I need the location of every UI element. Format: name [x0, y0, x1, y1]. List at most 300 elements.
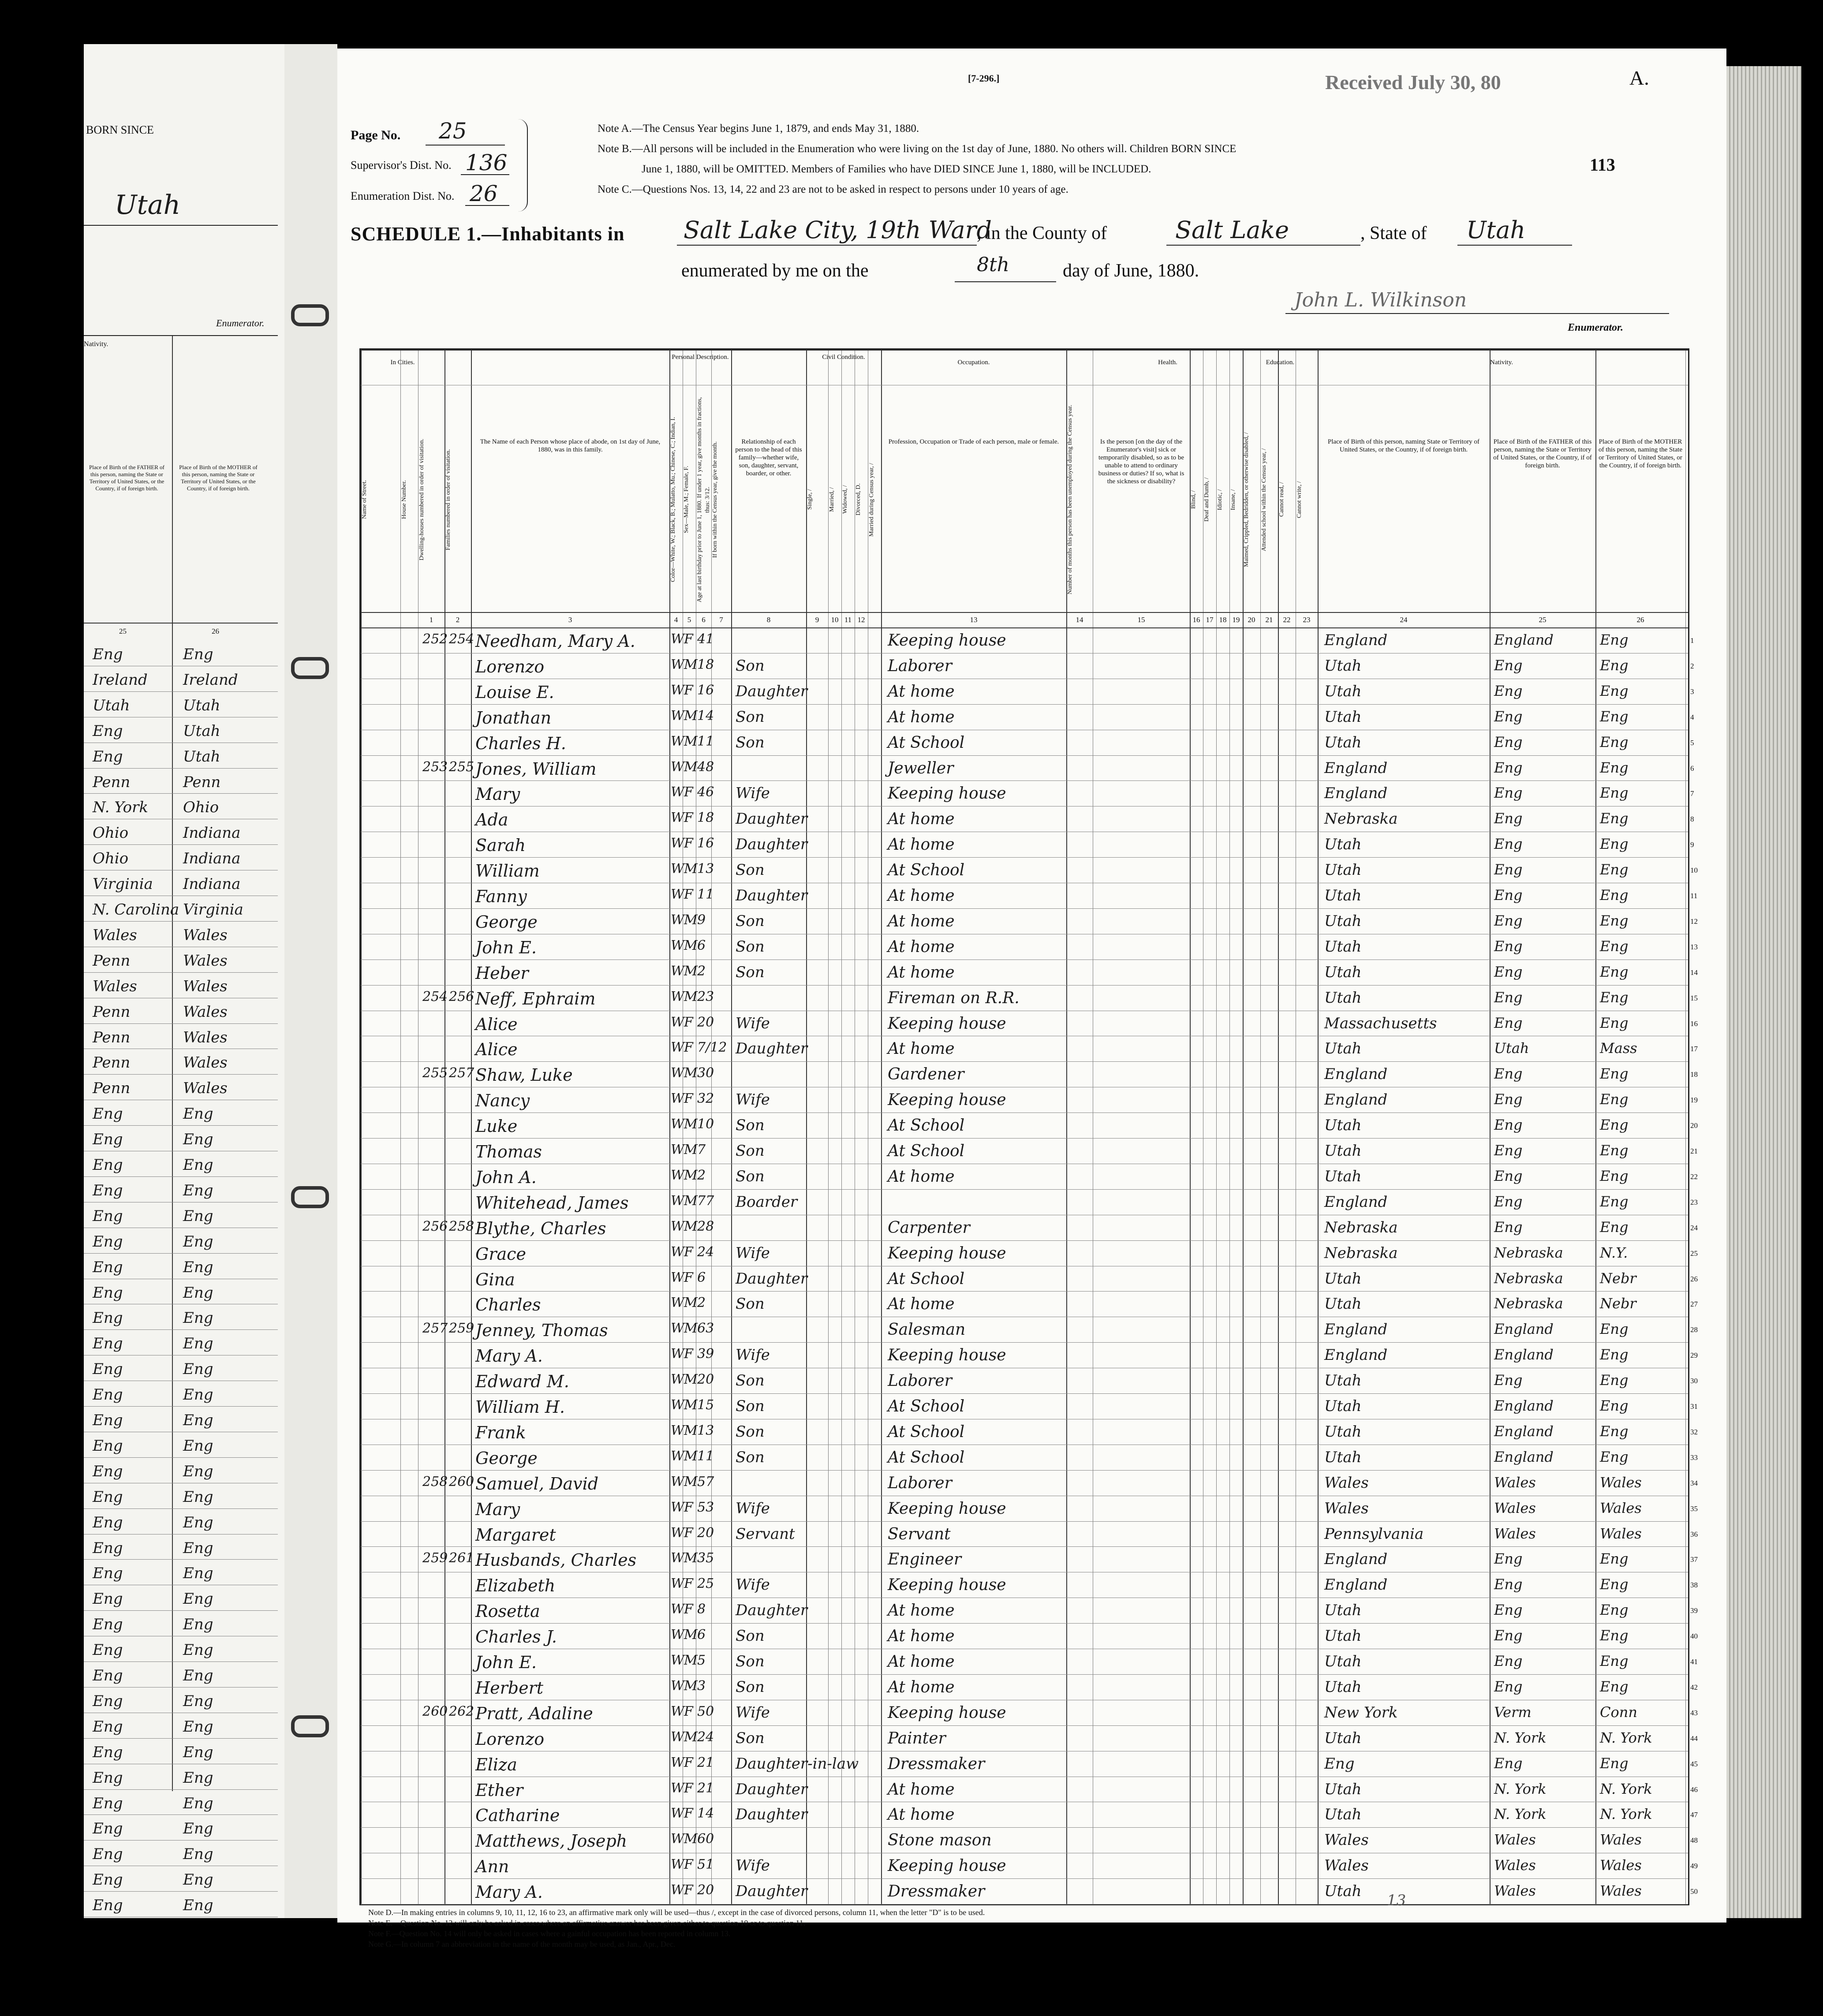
occupation-cell: At home — [888, 1040, 955, 1058]
sex-cell: F — [684, 1244, 693, 1260]
birthplace-cell: Utah — [1324, 989, 1362, 1007]
table-row — [361, 1164, 1685, 1189]
occupation-cell: At home — [888, 1678, 955, 1696]
column-number: 7 — [719, 616, 723, 624]
county-value: Salt Lake — [1175, 216, 1289, 244]
table-row — [361, 1291, 1685, 1317]
color-cell: W — [671, 1550, 684, 1566]
left-row-rule — [84, 1508, 278, 1509]
table-row — [361, 806, 1685, 832]
relationship-cell: Servant — [736, 1525, 795, 1543]
birthplace-cell: England — [1324, 759, 1388, 777]
color-cell: W — [671, 887, 684, 902]
left-enumerator-label: Enumerator. — [216, 317, 265, 329]
column-number: 18 — [1219, 616, 1227, 624]
table-row — [361, 1036, 1685, 1061]
birthplace-cell: Utah — [1324, 1627, 1362, 1645]
column-header: Age at last birthday prior to June 1, 1880. If under 1 year, give months in fractions, thus: 3/12. — [696, 397, 711, 602]
birthplace-cell: Utah — [1324, 1116, 1362, 1135]
row-number: 40 — [1690, 1632, 1698, 1641]
row-number: 44 — [1690, 1734, 1698, 1743]
sex-cell: M — [684, 1448, 698, 1464]
census-page — [337, 49, 1726, 1949]
father-birthplace-cell: Eng — [1494, 759, 1523, 776]
birthplace-cell: Utah — [1324, 1882, 1362, 1900]
column-header: Families numbered in order of visitation. — [445, 449, 452, 550]
schedule-title: SCHEDULE 1.—Inhabitants in — [351, 223, 625, 245]
dwelling-number: 255 — [422, 1065, 448, 1081]
column-number: 23 — [1303, 616, 1311, 624]
color-cell: W — [671, 1602, 684, 1617]
age-cell: 25 — [697, 1576, 714, 1592]
occupation-cell: Painter — [888, 1729, 946, 1747]
color-cell: W — [671, 1576, 684, 1592]
person-name: Louise E. — [475, 682, 554, 702]
person-name: Margaret — [475, 1525, 556, 1545]
table-row — [361, 857, 1685, 883]
left-col25-header: Place of Birth of the FATHER of this person, naming the State or Territory of United States, or the Country, if of foreign birth. — [89, 464, 164, 492]
mother-birthplace-cell: Wales — [1600, 1499, 1642, 1516]
mother-birthplace-cell: Eng — [1600, 1167, 1629, 1184]
occupation-cell: At School — [888, 1397, 965, 1415]
left-father-birthplace: Eng — [93, 1564, 123, 1583]
family-number: 257 — [449, 1065, 474, 1081]
birthplace-cell: England — [1324, 1321, 1388, 1339]
dwelling-number: 260 — [422, 1703, 448, 1719]
birthplace-cell: Utah — [1324, 1167, 1362, 1185]
person-name: Gina — [475, 1269, 515, 1289]
row-number: 46 — [1690, 1785, 1698, 1794]
row-number: 41 — [1690, 1658, 1698, 1666]
sex-cell: M — [684, 657, 698, 672]
birthplace-cell: England — [1324, 1346, 1388, 1364]
relationship-cell: Son — [736, 1167, 765, 1185]
left-mother-birthplace: Penn — [183, 773, 221, 791]
page-no-value: 25 — [439, 118, 467, 144]
color-cell: W — [671, 1014, 684, 1030]
father-birthplace-cell: Eng — [1494, 1550, 1523, 1568]
father-birthplace-cell: Eng — [1494, 1065, 1523, 1083]
column-header: The Name of each Person whose place of abode, on 1st day of June, 1880, was in this family. — [480, 438, 661, 453]
occupation-cell: Dressmaker — [888, 1755, 985, 1773]
enumerator-signature: John L. Wilkinson — [1294, 289, 1467, 311]
table-row — [361, 1061, 1685, 1087]
birthplace-cell: Utah — [1324, 1806, 1362, 1824]
sex-cell: M — [684, 1167, 698, 1183]
father-birthplace-cell: Wales — [1494, 1525, 1536, 1542]
age-cell: 6 — [697, 1627, 706, 1643]
table-row — [361, 934, 1685, 959]
relationship-cell: Son — [736, 912, 765, 930]
age-cell: 13 — [697, 861, 714, 877]
sex-cell: M — [684, 759, 698, 775]
father-birthplace-cell: Wales — [1494, 1882, 1536, 1900]
table-row — [361, 1777, 1685, 1802]
father-birthplace-cell: Eng — [1494, 1142, 1523, 1159]
birthplace-cell: Utah — [1324, 1448, 1362, 1466]
left-father-birthplace: Wales — [93, 977, 137, 995]
person-name: Mary — [475, 1499, 520, 1519]
father-birthplace-cell: N. York — [1494, 1806, 1547, 1823]
left-row-rule — [84, 1176, 278, 1177]
birthplace-cell: Utah — [1324, 963, 1362, 981]
table-row — [361, 780, 1685, 806]
father-birthplace-cell: N. York — [1494, 1729, 1547, 1746]
age-cell: 18 — [697, 810, 714, 826]
family-number: 262 — [449, 1703, 474, 1719]
left-father-birthplace: Eng — [93, 1181, 123, 1199]
sex-cell: M — [684, 937, 698, 953]
age-cell: 63 — [697, 1321, 714, 1337]
row-number: 23 — [1690, 1198, 1698, 1206]
relationship-cell: Wife — [736, 1857, 770, 1875]
relationship-cell: Daughter — [736, 1882, 808, 1900]
row-number: 10 — [1690, 866, 1698, 875]
left-mother-birthplace: Eng — [183, 1232, 213, 1251]
note-b2: June 1, 1880, will be OMITTED. Members of Families who have DIED SINCE June 1, 1880, will be INCLUDED. — [642, 163, 1151, 175]
left-mother-birthplace: Eng — [183, 1845, 213, 1863]
birthplace-cell: Wales — [1324, 1857, 1369, 1875]
left-father-birthplace: Eng — [93, 1845, 123, 1863]
row-number: 5 — [1690, 738, 1694, 747]
birthplace-cell: Utah — [1324, 1678, 1362, 1696]
occupation-cell: Keeping house — [888, 1244, 1006, 1262]
binder-ring — [291, 657, 329, 679]
left-row-rule — [84, 1840, 278, 1841]
table-row — [361, 1546, 1685, 1572]
birthplace-cell: Utah — [1324, 733, 1362, 751]
column-number: 24 — [1400, 616, 1408, 624]
color-cell: W — [671, 1167, 684, 1183]
mother-birthplace-cell: Nebr — [1600, 1269, 1636, 1287]
row-number: 17 — [1690, 1045, 1698, 1053]
row-number: 2 — [1690, 661, 1694, 670]
color-cell: W — [671, 733, 684, 749]
table-row — [361, 1266, 1685, 1292]
left-mother-birthplace: Eng — [183, 1616, 213, 1634]
left-father-birthplace: Eng — [93, 1284, 123, 1302]
sex-cell: M — [684, 912, 698, 928]
left-row-rule — [84, 1023, 278, 1024]
mother-birthplace-cell: Eng — [1600, 1422, 1629, 1440]
color-cell: W — [671, 989, 684, 1004]
age-cell: 7 — [697, 1142, 706, 1157]
color-cell: W — [671, 759, 684, 775]
sex-cell: F — [684, 887, 693, 902]
row-number: 28 — [1690, 1325, 1698, 1334]
table-row — [361, 1878, 1685, 1904]
mother-birthplace-cell: Wales — [1600, 1882, 1642, 1900]
table-row — [361, 730, 1685, 755]
person-name: Charles — [475, 1295, 541, 1315]
relationship-cell: Son — [736, 1422, 765, 1441]
occupation-cell: At home — [888, 682, 955, 701]
mother-birthplace-cell: N. York — [1600, 1729, 1652, 1746]
sex-cell: M — [684, 1193, 698, 1209]
mother-birthplace-cell: Eng — [1600, 1218, 1629, 1236]
left-mother-birthplace: Wales — [183, 1079, 228, 1098]
left-father-birthplace: Eng — [93, 1488, 123, 1506]
column-header: Is the person [on the day of the Enumerator's visit] sick or temporarily disabled, so as to be unable to attend to ordinary business or duties? If so, what is the sickness or disability? — [1098, 438, 1184, 485]
occupation-cell: At home — [888, 887, 955, 905]
left-mother-birthplace: Ohio — [183, 799, 219, 817]
father-birthplace-cell: Eng — [1494, 912, 1523, 929]
mother-birthplace-cell: Eng — [1600, 989, 1629, 1006]
column-number: 17 — [1206, 616, 1214, 624]
father-birthplace-cell: Eng — [1494, 1576, 1523, 1593]
occupation-cell: At home — [888, 1602, 955, 1620]
relationship-cell: Son — [736, 1448, 765, 1466]
relationship-cell: Son — [736, 1678, 765, 1696]
page-stack-edge — [1726, 66, 1801, 1918]
birthplace-cell: Utah — [1324, 861, 1362, 879]
age-cell: 39 — [697, 1346, 714, 1362]
family-number: 258 — [449, 1218, 474, 1234]
table-row — [361, 1011, 1685, 1036]
mother-birthplace-cell: Eng — [1600, 631, 1629, 648]
column-number: 6 — [702, 616, 706, 624]
age-cell: 77 — [697, 1193, 714, 1209]
left-father-birthplace: Eng — [93, 1641, 123, 1659]
birthplace-cell: Utah — [1324, 657, 1362, 675]
mother-birthplace-cell: Eng — [1600, 1091, 1629, 1108]
supervisor-label: Supervisor's Dist. No. — [351, 159, 452, 172]
age-cell: 24 — [697, 1729, 714, 1745]
row-number: 43 — [1690, 1708, 1698, 1717]
person-name: Nancy — [475, 1091, 530, 1111]
birthplace-cell: Utah — [1324, 1372, 1362, 1390]
color-cell: W — [671, 682, 684, 698]
row-number: 36 — [1690, 1530, 1698, 1538]
left-born-since: BORN SINCE — [86, 123, 154, 136]
father-birthplace-cell: Wales — [1494, 1474, 1536, 1491]
mother-birthplace-cell: Eng — [1600, 759, 1629, 776]
birthplace-cell: England — [1324, 1091, 1388, 1109]
mother-birthplace-cell: Eng — [1600, 810, 1629, 827]
binder-ring — [291, 1186, 329, 1208]
row-number: 21 — [1690, 1147, 1698, 1155]
left-row-rule — [84, 1814, 278, 1815]
age-cell: 20 — [697, 1525, 714, 1541]
column-divider — [1685, 350, 1686, 1904]
age-cell: 32 — [697, 1091, 714, 1107]
table-row — [361, 1521, 1685, 1547]
relationship-cell: Daughter — [736, 1780, 808, 1798]
occupation-cell: Laborer — [888, 1474, 952, 1492]
mother-birthplace-cell: Eng — [1600, 937, 1629, 955]
person-name: Needham, Mary A. — [475, 631, 635, 651]
age-cell: 16 — [697, 682, 714, 698]
age-cell: 6 — [697, 937, 706, 953]
person-name: Ada — [475, 810, 508, 830]
group-occupation: Occupation. — [957, 359, 990, 366]
column-number: 2 — [456, 616, 460, 624]
left-father-birthplace: Ohio — [93, 850, 129, 868]
row-number: 8 — [1690, 815, 1694, 824]
left-mother-birthplace: Eng — [183, 1897, 213, 1915]
left-mother-birthplace: Indiana — [183, 875, 241, 893]
sex-cell: F — [684, 1346, 693, 1362]
birthplace-cell: Utah — [1324, 937, 1362, 956]
table-row — [361, 959, 1685, 985]
relationship-cell: Wife — [736, 1703, 770, 1721]
column-header: Relationship of each person to the head of this family—whether wife, son, daughter, servant, boarder, or other. — [735, 438, 802, 477]
father-birthplace-cell: N. York — [1494, 1780, 1547, 1797]
enumeration-value: 26 — [470, 181, 498, 206]
row-number: 22 — [1690, 1172, 1698, 1181]
age-cell: 16 — [697, 836, 714, 851]
left-rule — [84, 225, 278, 226]
left-mother-birthplace: Eng — [183, 1462, 213, 1480]
relationship-cell: Daughter — [736, 887, 808, 904]
left-father-birthplace: Eng — [93, 1616, 123, 1634]
header-rule — [361, 350, 1688, 351]
table-row — [361, 1827, 1685, 1853]
column-header: If born within the Census year, give the month. — [712, 441, 718, 558]
mother-birthplace-cell: Eng — [1600, 1576, 1629, 1593]
table-row — [361, 1700, 1685, 1725]
row-number: 29 — [1690, 1351, 1698, 1360]
mother-birthplace-cell: Wales — [1600, 1474, 1642, 1491]
age-cell: 20 — [697, 1014, 714, 1030]
sex-cell: F — [684, 1602, 693, 1617]
father-birthplace-cell: Verm — [1494, 1703, 1532, 1721]
father-birthplace-cell: Nebraska — [1494, 1269, 1563, 1287]
left-father-birthplace: Eng — [93, 1769, 123, 1787]
left-father-birthplace: Eng — [93, 1743, 123, 1761]
father-birthplace-cell: Eng — [1494, 1372, 1523, 1389]
left-father-birthplace: Penn — [93, 1003, 131, 1021]
left-row-rule — [84, 1559, 278, 1560]
age-cell: 41 — [697, 631, 714, 647]
occupation-cell: Keeping house — [888, 1499, 1006, 1518]
occupation-cell: At School — [888, 1142, 965, 1160]
county-label: , in the County of — [977, 223, 1107, 243]
relationship-cell: Son — [736, 733, 765, 751]
color-cell: W — [671, 1295, 684, 1311]
father-birthplace-cell: Eng — [1494, 1091, 1523, 1108]
occupation-cell: At home — [888, 1780, 955, 1799]
column-number: 26 — [1636, 616, 1644, 624]
color-cell: W — [671, 1321, 684, 1337]
mother-birthplace-cell: Eng — [1600, 733, 1629, 750]
row-number: 3 — [1690, 687, 1694, 696]
left-mother-birthplace: Eng — [183, 1539, 213, 1557]
left-row-rule — [84, 1125, 278, 1126]
left-father-birthplace: Penn — [93, 773, 131, 791]
color-cell: W — [671, 1857, 684, 1873]
occupation-cell: At home — [888, 810, 955, 829]
father-birthplace-cell: Eng — [1494, 733, 1523, 750]
table-row — [361, 883, 1685, 908]
person-name: Grace — [475, 1244, 526, 1264]
table-row — [361, 627, 1685, 653]
left-father-birthplace: Virginia — [93, 875, 153, 893]
color-cell: W — [671, 1525, 684, 1541]
father-birthplace-cell: Nebraska — [1494, 1295, 1563, 1312]
age-cell: 53 — [697, 1499, 714, 1515]
occupation-cell: At home — [888, 912, 955, 930]
person-name: Luke — [475, 1116, 518, 1136]
relationship-cell: Daughter — [736, 1602, 808, 1620]
color-cell: W — [671, 1806, 684, 1822]
column-header: Attended school within the Census year, / — [1261, 448, 1267, 551]
group-civil: Civil Condition. — [822, 354, 865, 361]
color-cell: W — [671, 1091, 684, 1107]
dwelling-number: 256 — [422, 1218, 448, 1234]
person-name: John E. — [475, 1653, 537, 1672]
left-row-rule — [84, 768, 278, 769]
left-father-birthplace: Eng — [93, 1667, 123, 1684]
mother-birthplace-cell: Eng — [1600, 1321, 1629, 1338]
state-label: , State of — [1360, 223, 1427, 243]
column-number: 11 — [844, 616, 852, 624]
birthplace-cell: Utah — [1324, 1142, 1362, 1160]
sex-cell: M — [684, 1065, 698, 1081]
age-cell: 11 — [697, 887, 714, 902]
person-name: Samuel, David — [475, 1474, 599, 1493]
note-a: Note A.—The Census Year begins June 1, 1879, and ends May 31, 1880. — [598, 123, 919, 134]
row-number: 1 — [1690, 636, 1694, 645]
occupation-cell: Keeping house — [888, 784, 1006, 803]
father-birthplace-cell: Eng — [1494, 989, 1523, 1006]
left-father-birthplace: Eng — [93, 1411, 123, 1429]
column-number: 14 — [1076, 616, 1083, 624]
color-cell: W — [671, 1653, 684, 1668]
birthplace-cell: Utah — [1324, 1653, 1362, 1670]
left-row-rule — [84, 793, 278, 794]
enumerated-suffix: day of June, 1880. — [1063, 261, 1199, 281]
color-cell: W — [671, 1703, 684, 1719]
row-number: 12 — [1690, 917, 1698, 926]
occupation-cell: At home — [888, 1806, 955, 1824]
person-name: Rosetta — [475, 1602, 540, 1621]
occupation-cell: Salesman — [888, 1321, 966, 1339]
sex-cell: M — [684, 1321, 698, 1337]
left-father-birthplace: Eng — [93, 1258, 123, 1276]
table-row — [361, 1725, 1685, 1751]
mother-birthplace-cell: Eng — [1600, 1193, 1629, 1210]
occupation-cell: Keeping house — [888, 1576, 1006, 1594]
person-name: Lorenzo — [475, 657, 545, 676]
row-number: 13 — [1690, 942, 1698, 951]
birthplace-cell: Utah — [1324, 1729, 1362, 1747]
left-grid — [84, 335, 278, 1915]
left-row-rule — [84, 1738, 278, 1739]
relationship-cell: Daughter — [736, 682, 808, 700]
column-header: Sex—Male, M.; Female, F. — [683, 466, 690, 534]
mother-birthplace-cell: Eng — [1600, 1448, 1629, 1465]
age-cell: 9 — [697, 912, 706, 928]
occupation-cell: Stone mason — [888, 1831, 992, 1850]
person-name: George — [475, 1448, 538, 1468]
father-birthplace-cell: England — [1494, 1448, 1554, 1465]
left-father-birthplace: Eng — [93, 1513, 123, 1531]
sex-cell: M — [684, 1422, 698, 1438]
person-name: Mary — [475, 784, 520, 804]
table-row — [361, 908, 1685, 934]
sex-cell: M — [684, 1474, 698, 1490]
row-number: 19 — [1690, 1096, 1698, 1105]
dwelling-number: 252 — [422, 631, 448, 647]
person-name: Edward M. — [475, 1372, 569, 1392]
color-cell: W — [671, 631, 684, 647]
mother-birthplace-cell: Wales — [1600, 1857, 1642, 1874]
left-mother-birthplace: Eng — [183, 1181, 213, 1199]
table-row — [361, 1113, 1685, 1138]
occupation-cell: At home — [888, 836, 955, 854]
left-father-birthplace: Eng — [93, 1360, 123, 1378]
